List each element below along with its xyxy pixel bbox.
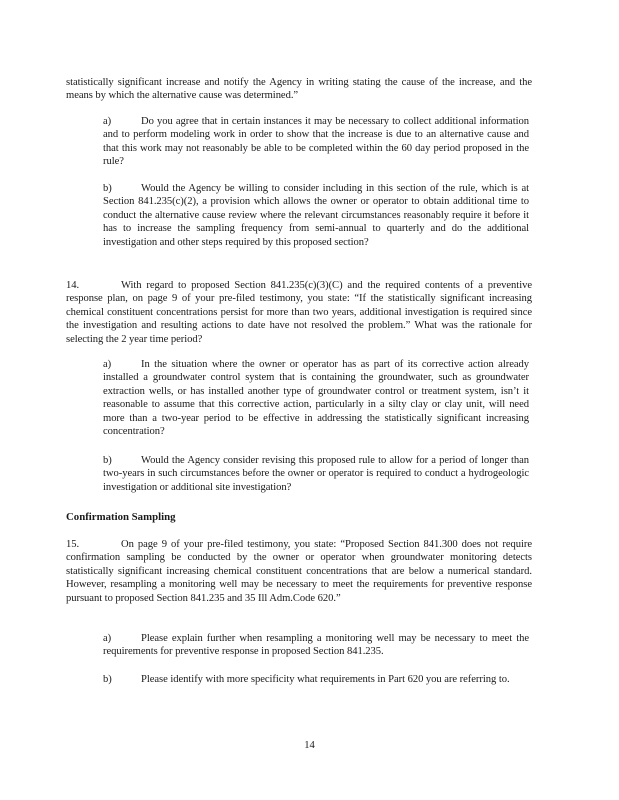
question-13a-text: Do you agree that in certain instances it may be necessary to collect additional information and to perform modeling work in order to show that the increase is due to an alternative cause and that this work may not reasonably be able to be completed within the 60 day period proposed in the rule? xyxy=(103,116,529,168)
question-14 xyxy=(66,279,532,346)
question-15a-text: Please explain further when resampling a monitoring well may be necessary to meet the requirements for preventive response in proposed Section 841.235. xyxy=(103,633,529,658)
question-13b-text: Would the Agency be willing to consider including in this section of the rule, which is at Section 841.235(c)(2), a provision which allows the owner or operator to obtain additional time to conduct the alternative cause review where the relevant circumstances reasonably require it before it has to increase the sampling frequency from semi-annual to quarterly and do the additional investigation and other steps required by this proposed section? xyxy=(103,183,529,248)
question-14-text: With regard to proposed Section 841.235(c)(3)(C) and the required contents of a preventive response plan, on page 9 of your pre-filed testimony, you state: “If the statistically significant increasing chemical constituent concentrations persist for more than two years, additional investigation is required since the investigation and resulting actions to date have not resolved the problem.” What was the rationale for selecting the 2 year time period? xyxy=(66,280,532,345)
question-15-text: On page 9 of your pre-filed testimony, you state: “Proposed Section 841.300 does not require confirmation sampling be conducted by the owner or operator when groundwater monitoring detects statistically significant increasing chemical constituent concentrations that are below a numerical standard. However, resampling a monitoring well may be necessary to meet the requirements for preventive response pursuant to proposed Section 841.235 and 35 Ill Adm.Code 620.” xyxy=(66,539,532,604)
question-13a xyxy=(103,115,529,169)
question-13b xyxy=(103,182,529,249)
question-15b-text: Please identify with more specificity what requirements in Part 620 you are referring to. xyxy=(141,674,510,685)
question-14b-label: b) xyxy=(103,455,112,466)
question-13a-label: a) xyxy=(103,116,112,127)
question-13b-label: b) xyxy=(103,183,112,194)
question-15a-label: a) xyxy=(103,633,112,644)
question-15b xyxy=(103,673,529,686)
page-number: 14 xyxy=(304,740,315,751)
question-14-number: 14. xyxy=(66,280,80,291)
question-14a-text: In the situation where the owner or operator has as part of its corrective action already installed a groundwater control system that is containing the groundwater, such as groundwater extraction wells, or has installed another type of groundwater control or treatment system, isn’t it reasonable to assume that this corrective action, particularly in a silty clay or clay unit, will need more than a two-year period to be effective in addressing the statistically significant increasing concentration? xyxy=(103,359,529,438)
question-14a xyxy=(103,358,529,438)
question-15a xyxy=(103,632,529,659)
continuation-paragraph: statistically significant increase and notify the Agency in writing stating the cause of the increase, and the means by which the alternative cause was determined.” xyxy=(66,77,532,102)
question-15 xyxy=(66,538,532,605)
question-15b-label: b) xyxy=(103,674,112,685)
question-14b-text: Would the Agency consider revising this proposed rule to allow for a period of longer than two-years in such circumstances before the owner or operator is required to conduct a hydrogeologic investigation or additional site investigation? xyxy=(103,455,529,493)
question-15-number: 15. xyxy=(66,539,80,550)
question-14a-label: a) xyxy=(103,359,112,370)
question-14b xyxy=(103,454,529,494)
section-heading-confirmation-sampling: Confirmation Sampling xyxy=(66,511,176,523)
